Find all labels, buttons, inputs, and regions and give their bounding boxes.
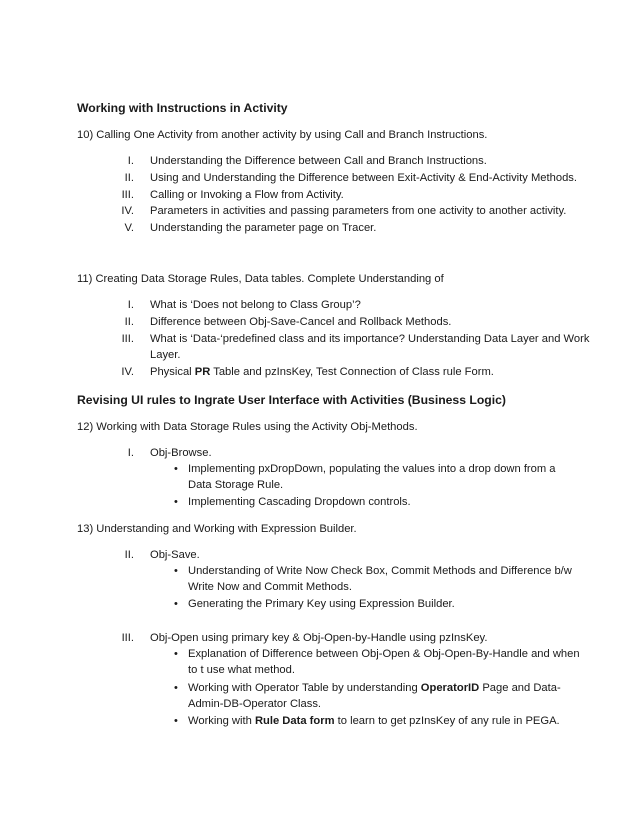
bullet-text: Understanding of Write Now Check Box, Commit Methods and Difference b/w	[188, 565, 572, 577]
bullet-text: Implementing Cascading Dropdown controls.	[188, 496, 411, 508]
section-heading-ui-rules: Revising UI rules to Ingrate User Interface with Activities (Business Logic)	[77, 393, 506, 407]
item-13-label: 13) Understanding and Working with Expression Builder.	[77, 523, 357, 535]
sub-item-text: Obj-Save.	[150, 549, 200, 561]
roman-numeral: III.	[121, 632, 134, 644]
sub-item-text: Physical PR Table and pzInsKey, Test Connection of Class rule Form.	[150, 366, 494, 378]
bullet-text-continued: Admin-DB-Operator Class.	[188, 698, 322, 710]
section-heading-instructions: Working with Instructions in Activity	[77, 101, 288, 115]
sub-item-text: Parameters in activities and passing parameters from one activity to another activity.	[150, 205, 567, 217]
sub-item-text: What is ‘Does not belong to Class Group’?	[150, 299, 361, 311]
bullet-marker: •	[174, 565, 178, 577]
sub-item-text-continued: Layer.	[150, 349, 181, 361]
bullet-marker: •	[174, 463, 178, 475]
roman-numeral: I.	[127, 155, 134, 167]
bullet-marker: •	[174, 496, 178, 508]
roman-numeral: II.	[124, 549, 134, 561]
bullet-marker: •	[174, 648, 178, 660]
bullet-text: Implementing pxDropDown, populating the values into a drop down from a	[188, 463, 556, 475]
item-10-label: 10) Calling One Activity from another activity by using Call and Branch Instructions.	[77, 129, 488, 141]
bullet-marker: •	[174, 682, 178, 694]
bullet-marker: •	[174, 715, 178, 727]
bullet-text-continued: Data Storage Rule.	[188, 479, 284, 491]
bullet-text-continued: Write Now and Commit Methods.	[188, 581, 352, 593]
bullet-text-continued: to t use what method.	[188, 664, 295, 676]
sub-item-text: Obj-Open using primary key & Obj-Open-by-Handle using pzInsKey.	[150, 632, 488, 644]
item-11-label: 11) Creating Data Storage Rules, Data tables. Complete Understanding of	[77, 273, 444, 285]
sub-item-text: Understanding the Difference between Call and Branch Instructions.	[150, 155, 487, 167]
roman-numeral: I.	[127, 447, 134, 459]
roman-numeral: IV.	[121, 205, 134, 217]
roman-numeral: II.	[124, 316, 134, 328]
roman-numeral: III.	[121, 189, 134, 201]
bullet-text: Generating the Primary Key using Expression Builder.	[188, 598, 455, 610]
roman-numeral: II.	[124, 172, 134, 184]
bullet-marker: •	[174, 598, 178, 610]
bullet-text: Working with Operator Table by understanding OperatorID Page and Data-	[188, 682, 561, 694]
roman-numeral: V.	[124, 222, 134, 234]
sub-item-text: Obj-Browse.	[150, 447, 212, 459]
sub-item-text: Difference between Obj-Save-Cancel and Rollback Methods.	[150, 316, 452, 328]
sub-item-text: What is ‘Data-‘predefined class and its importance? Understanding Data Layer and Work	[150, 333, 590, 345]
bullet-text: Explanation of Difference between Obj-Open & Obj-Open-By-Handle and when	[188, 648, 580, 660]
roman-numeral: III.	[121, 333, 134, 345]
roman-numeral: IV.	[121, 366, 134, 378]
bullet-text: Working with Rule Data form to learn to get pzInsKey of any rule in PEGA.	[188, 715, 560, 727]
sub-item-text: Using and Understanding the Difference between Exit-Activity & End-Activity Methods.	[150, 172, 577, 184]
sub-item-text: Calling or Invoking a Flow from Activity.	[150, 189, 344, 201]
sub-item-text: Understanding the parameter page on Tracer.	[150, 222, 377, 234]
item-12-label: 12) Working with Data Storage Rules using the Activity Obj-Methods.	[77, 421, 418, 433]
roman-numeral: I.	[127, 299, 134, 311]
